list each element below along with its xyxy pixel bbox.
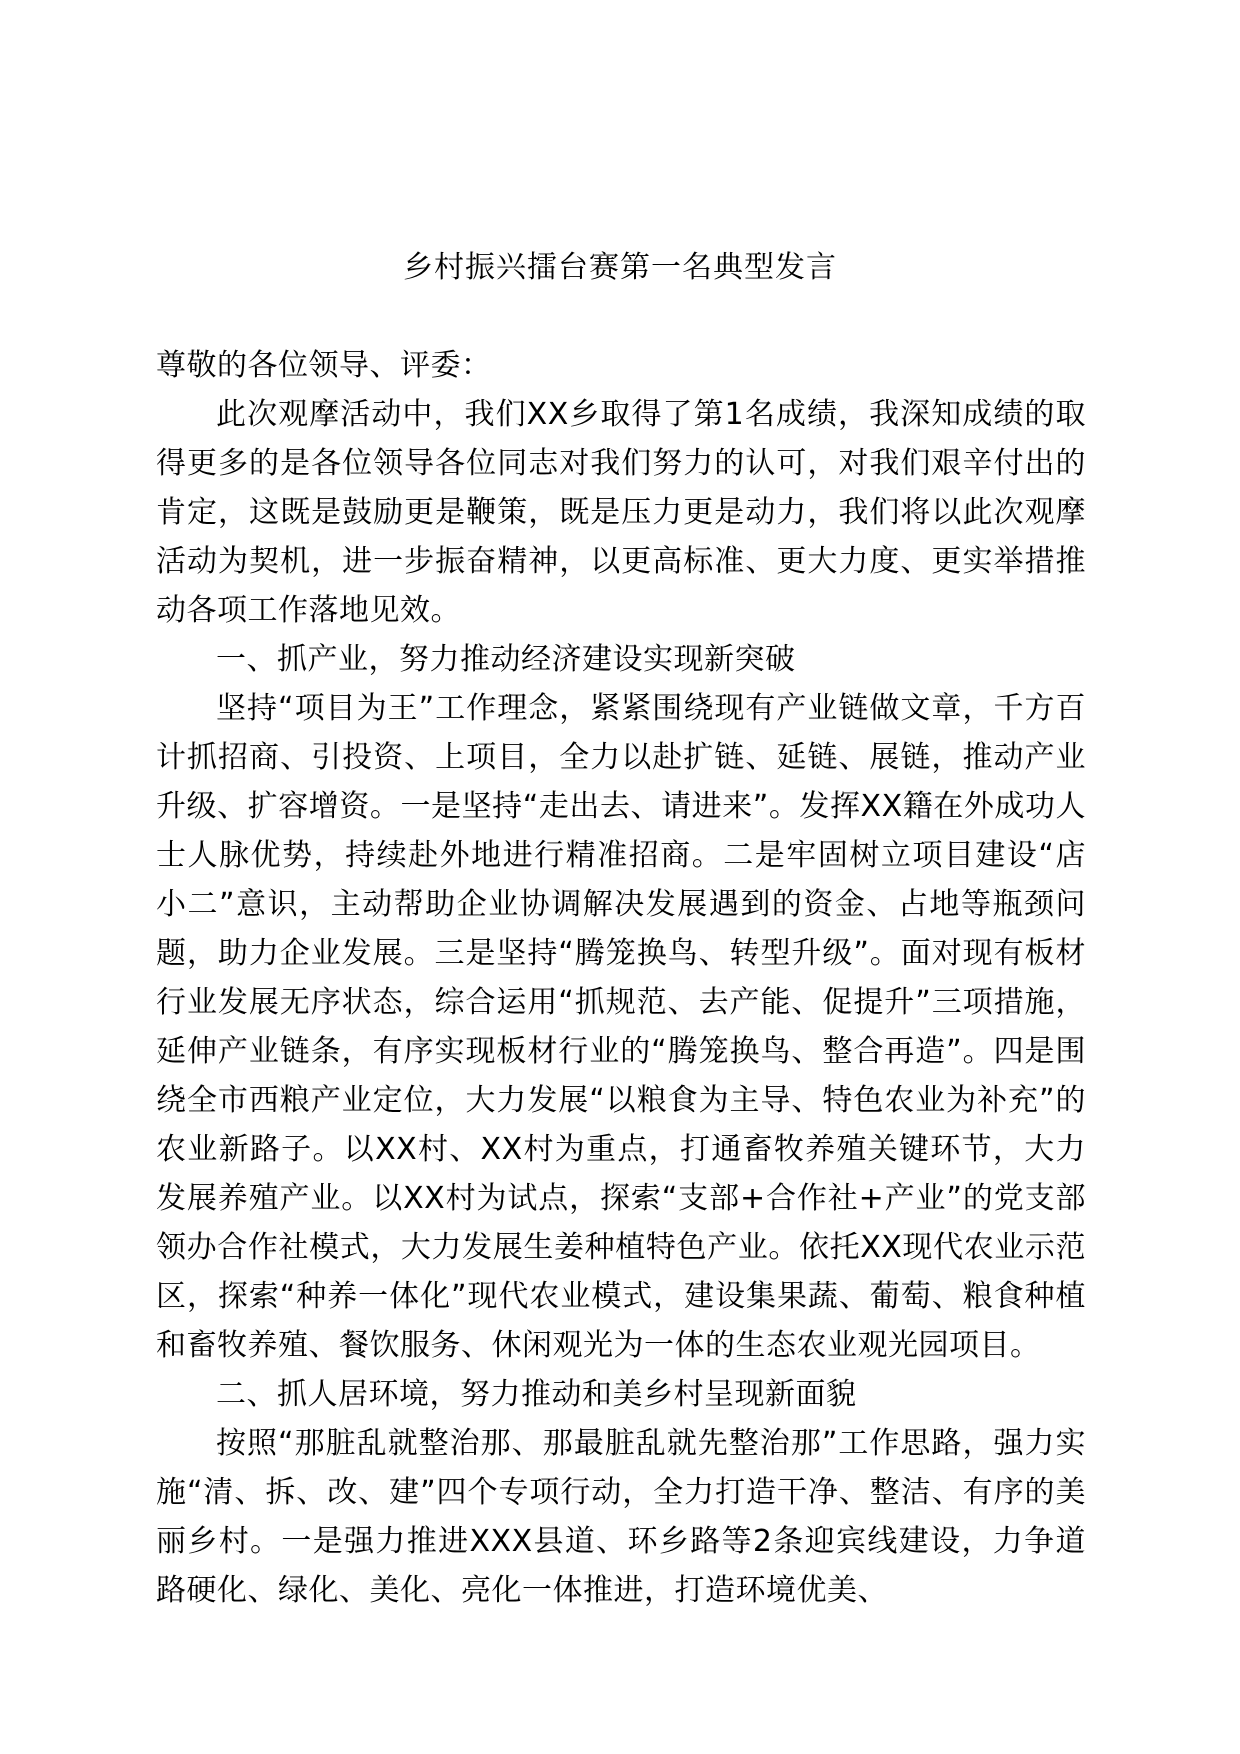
document-title: 乡村振兴擂台赛第一名典型发言 <box>403 250 837 285</box>
section-heading-environment: 二、抓人居环境，努力推动和美乡村呈现新面貌 <box>216 1377 857 1412</box>
salutation: 尊敬的各位领导、评委： <box>156 348 492 383</box>
body-paragraph-industry: 坚持“项目为王”工作理念，紧紧围绕现有产业链做文章，千方百计抓招商、引投资、上项目，全力以赴扩链、延链、展链，推动产业升级、扩容增资。一是坚持“走出去、请进来”。发挥XX籍在外成功人士人脉优势，持续赴外地进行精准招商。二是牢固树立项目建设“店小二”意识，主动帮助企业协调解决发展遇到的资金、占地等瓶颈问题，助力企业发展。三是坚持“腾笼换鸟、转型升级”。面对现有板材行业发展无序状态，综合运用“抓规范、去产能、促提升”三项措施，延伸产业链条，有序实现板材行业的“腾笼换鸟、整合再造”。四是围绕全市西粮产业定位，大力发展“以粮食为主导、特色农业为补充”的农业新路子。以XX村、XX村为重点，打通畜牧养殖关键环节，大力发展养殖产业。以XX村为试点，探索“支部+合作社+产业”的党支部领办合作社模式，大力发展生姜种植特色产业。依托XX现代农业示范区，探索“种养一体化”现代农业模式，建设集果蔬、葡萄、粮食种植和畜牧养殖、餐饮服务、休闲观光为一体的生态农业观光园项目。 <box>156 691 1086 1363</box>
section-heading-industry: 一、抓产业，努力推动经济建设实现新突破 <box>216 642 796 677</box>
body-paragraph-intro: 此次观摩活动中，我们XX乡取得了第1名成绩，我深知成绩的取得更多的是各位领导各位同志对我们努力的认可，对我们艰辛付出的肯定，这既是鼓励更是鞭策，既是压力更是动力，我们将以此次观摩活动为契机，进一步振奋精神，以更高标准、更大力度、更实举措推动各项工作落地见效。 <box>156 397 1086 628</box>
body-paragraph-environment: 按照“那脏乱就整治那、那最脏乱就先整治那”工作思路，强力实施“清、拆、改、建”四个专项行动，全力打造干净、整洁、有序的美丽乡村。一是强力推进XXX县道、环乡路等2条迎宾线建设，力争道路硬化、绿化、美化、亮化一体推进，打造环境优美、 <box>156 1426 1086 1608</box>
document-body <box>156 341 1086 1615</box>
